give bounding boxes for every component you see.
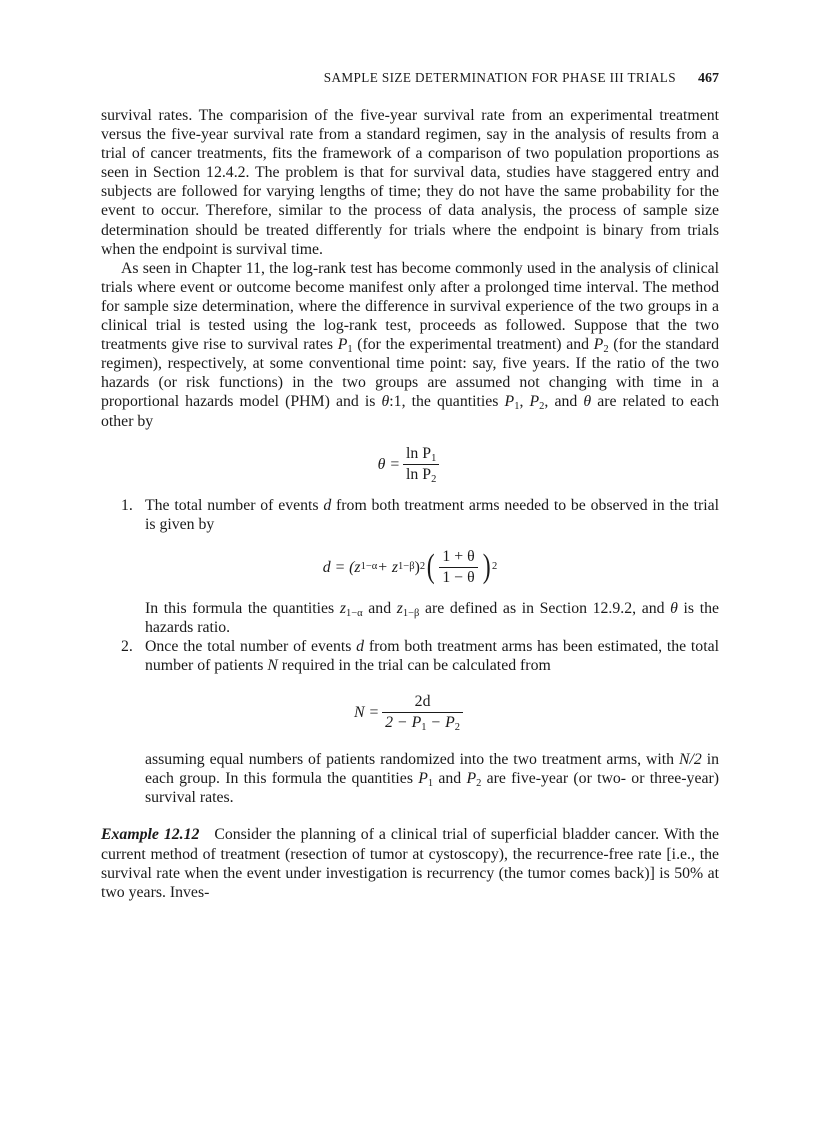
equation-patients: N = $\frac{2d}{2 - P_1 - P_2}$ (101, 693, 719, 732)
list-item-1: 1. The total number of events d from both treatment arms needed to be observed in the trial is given by d = (z 1−α + z 1−β ) 2 ( $\frac{1 + \theta}{1 - \theta}$ ) 2 In this formula the quantities $z_{1-\alpha}$ and $z_{1-\beta}$ are defined as in Section 12.9.2, and θ is the hazards ratio. (101, 496, 719, 637)
body-text (101, 106, 719, 902)
paragraph-2: As seen in Chapter 11, the log-rank test has become commonly used in the analysis of clinical trials where event or outcome become manifest only after a prolonged time interval. The method for sample size determination, where the difference in survival experience of the two groups in a clinical trial is tested using the log-rank test, proceeds as followed. Suppose that the two treatments give rise to survival rates $P_1$ (for the experimental treatment) and $P_2$ (for the standard regimen), respectively, at some conventional time point: say, five years. If the ratio of the two hazards (or risk functions) in the two groups are assumed not changing with time in a proportional hazards model (PHM) and is θ:1, the quantities $P_1$, $P_2$, and θ are related to each other by (101, 259, 720, 430)
fraction-numerator: 2d (414, 693, 431, 711)
example-label: Example 12.12 (101, 826, 200, 844)
equation-events: d = (z 1−α + z 1−β ) 2 ( $\frac{1 + \theta}{1 - \theta}$ ) 2 (322, 547, 498, 586)
equation-hazard-ratio (101, 445, 719, 484)
right-paren: ) (482, 548, 491, 586)
list-marker: 2. (121, 637, 133, 655)
list-marker: 1. (121, 496, 133, 514)
fraction (403, 445, 439, 484)
fraction (439, 548, 477, 587)
page-number: 467 (698, 71, 719, 86)
fraction-denominator: $2 - P_1 - P_2$ (382, 712, 463, 732)
left-paren: ( (426, 548, 435, 586)
numbered-list (101, 496, 719, 808)
page (101, 70, 719, 902)
paragraph-1: survival rates. The comparision of the five-year survival rate from an experimental treatment versus the five-year survival rate from a standard regimen, say in the analysis of results from a trial of cancer treatments, fits the framework of a comparison of two population proportions as seen in Section 12.4.2. The problem is that for survival data, studies have staggered entry and subjects are followed for varying lengths of time; they do not have the same probability for the event to occur. Therefore, similar to the process of data analysis, the process of sample size determination should be treated differently for trials where the endpoint is binary from trials when the endpoint is survival time. (101, 107, 719, 258)
fraction (382, 693, 463, 732)
running-title: SAMPLE SIZE DETERMINATION FOR PHASE III TRIALS (323, 70, 676, 85)
list-item-2: 2. Once the total number of events d from both treatment arms has been estimated, the total number of patients N required in the trial can be calculated from N = $\frac{2d}{2 - P_1 - P_2}$ assuming equal numbers of patients randomized into the two treatment arms, with N/2 in each group. In this formula the quantities $P_1$ and $P_2$ are five-year (or two- or three-year) survival rates. (101, 637, 719, 807)
fraction-denominator: 1 − θ (439, 567, 477, 587)
equation-lhs: θ = (377, 455, 401, 473)
fraction-denominator: $\ln P_2$ (403, 464, 439, 484)
fraction-numerator: $\ln P_1$ (406, 444, 437, 464)
fraction-numerator: 1 + θ (442, 547, 475, 565)
example-paragraph: Example 12.12 Consider the planning of a clinical trial of superficial bladder cancer. With the current method of treatment (resection of tumor at cystoscopy), the recurrence-free rate [i.e., the survival rate when the event under investigation is recurrency (the tumor comes back)] is 50% at two years. Inves- (101, 826, 719, 901)
running-header (101, 70, 719, 90)
